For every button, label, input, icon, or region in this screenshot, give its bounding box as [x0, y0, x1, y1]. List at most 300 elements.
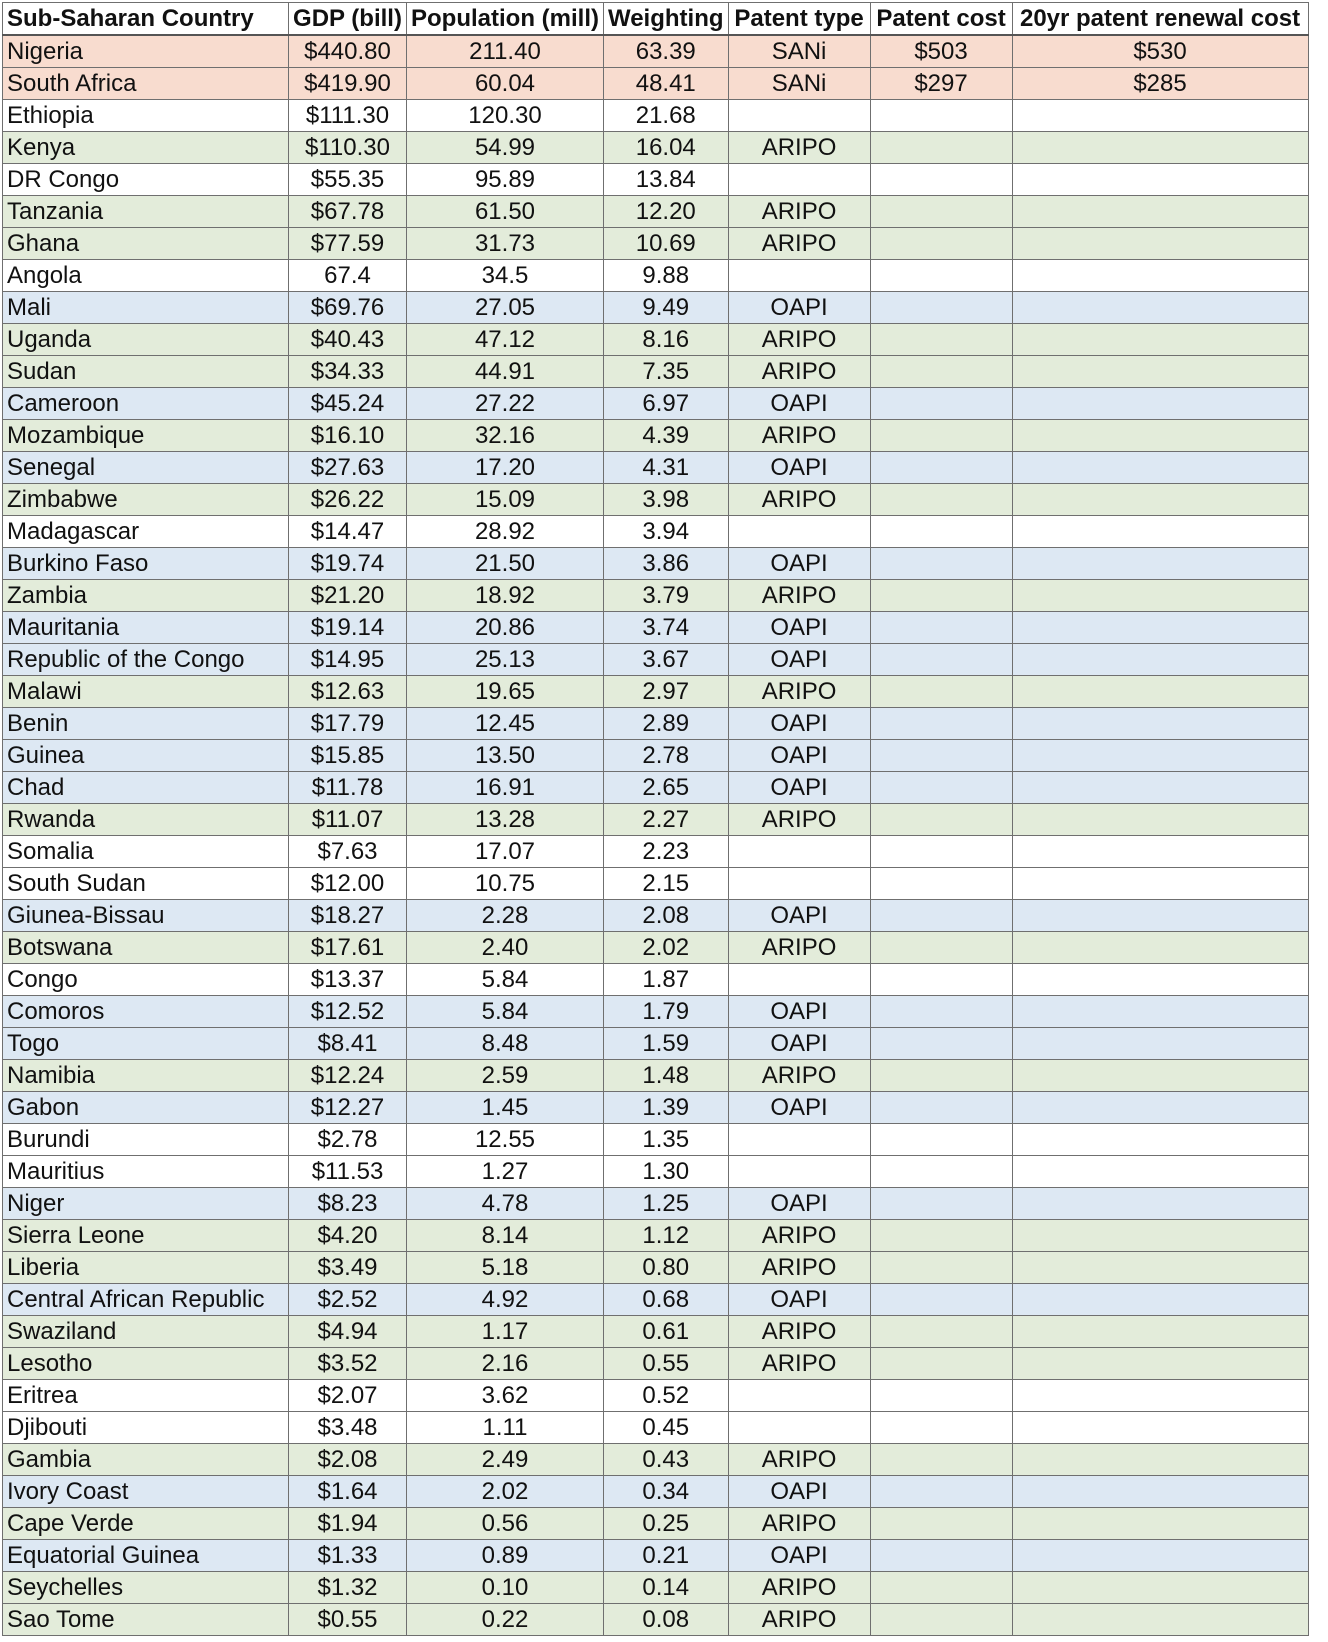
cell-patent-type[interactable]: SANi	[728, 68, 870, 100]
cell-patent-cost[interactable]	[870, 580, 1012, 612]
cell-patent-type[interactable]: ARIPO	[728, 1348, 870, 1380]
cell-renewal-cost[interactable]	[1012, 612, 1308, 644]
cell-country[interactable]: Madagascar	[3, 516, 289, 548]
cell-weighting[interactable]: 3.94	[603, 516, 728, 548]
cell-country[interactable]: Sao Tome	[3, 1604, 289, 1636]
cell-weighting[interactable]: 2.27	[603, 804, 728, 836]
cell-weighting[interactable]: 0.52	[603, 1380, 728, 1412]
cell-country[interactable]: Angola	[3, 260, 289, 292]
cell-gdp[interactable]: $1.64	[289, 1476, 407, 1508]
cell-patent-type[interactable]: OAPI	[728, 708, 870, 740]
cell-gdp[interactable]: $17.61	[289, 932, 407, 964]
cell-renewal-cost[interactable]	[1012, 1124, 1308, 1156]
cell-weighting[interactable]: 0.68	[603, 1284, 728, 1316]
cell-gdp[interactable]: $40.43	[289, 324, 407, 356]
cell-renewal-cost[interactable]	[1012, 676, 1308, 708]
cell-country[interactable]: Ivory Coast	[3, 1476, 289, 1508]
cell-patent-cost[interactable]	[870, 196, 1012, 228]
cell-patent-type[interactable]	[728, 260, 870, 292]
cell-country[interactable]: South Africa	[3, 68, 289, 100]
cell-country[interactable]: Giunea-Bissau	[3, 900, 289, 932]
cell-patent-type[interactable]: OAPI	[728, 1188, 870, 1220]
cell-country[interactable]: Namibia	[3, 1060, 289, 1092]
cell-patent-cost[interactable]	[870, 1540, 1012, 1572]
cell-weighting[interactable]: 4.31	[603, 452, 728, 484]
cell-patent-type[interactable]: ARIPO	[728, 356, 870, 388]
cell-gdp[interactable]: $12.27	[289, 1092, 407, 1124]
cell-population[interactable]: 15.09	[407, 484, 604, 516]
cell-gdp[interactable]: $419.90	[289, 68, 407, 100]
header-country[interactable]: Sub-Saharan Country	[3, 3, 289, 36]
cell-gdp[interactable]: $12.52	[289, 996, 407, 1028]
cell-patent-cost[interactable]	[870, 612, 1012, 644]
cell-population[interactable]: 12.55	[407, 1124, 604, 1156]
cell-weighting[interactable]: 7.35	[603, 356, 728, 388]
cell-gdp[interactable]: $0.55	[289, 1604, 407, 1636]
cell-patent-cost[interactable]	[870, 292, 1012, 324]
cell-patent-cost[interactable]	[870, 1188, 1012, 1220]
cell-patent-cost[interactable]	[870, 1252, 1012, 1284]
cell-population[interactable]: 13.28	[407, 804, 604, 836]
cell-gdp[interactable]: $77.59	[289, 228, 407, 260]
cell-country[interactable]: Zimbabwe	[3, 484, 289, 516]
cell-country[interactable]: Cameroon	[3, 388, 289, 420]
header-population[interactable]: Population (mill)	[407, 3, 604, 36]
cell-gdp[interactable]: $2.07	[289, 1380, 407, 1412]
cell-country[interactable]: Djibouti	[3, 1412, 289, 1444]
cell-country[interactable]: Cape Verde	[3, 1508, 289, 1540]
cell-population[interactable]: 32.16	[407, 420, 604, 452]
cell-renewal-cost[interactable]	[1012, 1380, 1308, 1412]
cell-patent-type[interactable]: ARIPO	[728, 932, 870, 964]
cell-patent-type[interactable]: ARIPO	[728, 580, 870, 612]
cell-patent-cost[interactable]	[870, 228, 1012, 260]
cell-patent-cost[interactable]	[870, 996, 1012, 1028]
cell-gdp[interactable]: $8.41	[289, 1028, 407, 1060]
cell-country[interactable]: Seychelles	[3, 1572, 289, 1604]
header-patent-cost[interactable]: Patent cost	[870, 3, 1012, 36]
cell-patent-cost[interactable]	[870, 1220, 1012, 1252]
header-patent-type[interactable]: Patent type	[728, 3, 870, 36]
cell-gdp[interactable]: $19.74	[289, 548, 407, 580]
cell-renewal-cost[interactable]	[1012, 1444, 1308, 1476]
cell-patent-cost[interactable]	[870, 804, 1012, 836]
cell-weighting[interactable]: 21.68	[603, 100, 728, 132]
cell-patent-cost[interactable]	[870, 1028, 1012, 1060]
cell-weighting[interactable]: 9.88	[603, 260, 728, 292]
cell-renewal-cost[interactable]	[1012, 260, 1308, 292]
cell-country[interactable]: Mauritania	[3, 612, 289, 644]
cell-renewal-cost[interactable]	[1012, 1316, 1308, 1348]
cell-gdp[interactable]: $3.48	[289, 1412, 407, 1444]
cell-country[interactable]: Guinea	[3, 740, 289, 772]
cell-gdp[interactable]: $69.76	[289, 292, 407, 324]
cell-patent-cost[interactable]	[870, 1572, 1012, 1604]
cell-country[interactable]: Uganda	[3, 324, 289, 356]
cell-weighting[interactable]: 0.80	[603, 1252, 728, 1284]
cell-population[interactable]: 211.40	[407, 35, 604, 68]
header-weighting[interactable]: Weighting	[603, 3, 728, 36]
cell-patent-cost[interactable]	[870, 836, 1012, 868]
cell-gdp[interactable]: $67.78	[289, 196, 407, 228]
cell-patent-type[interactable]	[728, 164, 870, 196]
cell-patent-cost[interactable]	[870, 964, 1012, 996]
cell-population[interactable]: 21.50	[407, 548, 604, 580]
cell-gdp[interactable]: $111.30	[289, 100, 407, 132]
cell-country[interactable]: DR Congo	[3, 164, 289, 196]
cell-population[interactable]: 16.91	[407, 772, 604, 804]
cell-patent-cost[interactable]	[870, 452, 1012, 484]
cell-weighting[interactable]: 3.86	[603, 548, 728, 580]
cell-weighting[interactable]: 10.69	[603, 228, 728, 260]
cell-renewal-cost[interactable]	[1012, 100, 1308, 132]
cell-country[interactable]: Gambia	[3, 1444, 289, 1476]
cell-weighting[interactable]: 13.84	[603, 164, 728, 196]
cell-country[interactable]: Sierra Leone	[3, 1220, 289, 1252]
cell-country[interactable]: Eritrea	[3, 1380, 289, 1412]
cell-patent-cost[interactable]: $503	[870, 35, 1012, 68]
cell-patent-cost[interactable]	[870, 676, 1012, 708]
cell-country[interactable]: Kenya	[3, 132, 289, 164]
cell-population[interactable]: 0.22	[407, 1604, 604, 1636]
cell-renewal-cost[interactable]	[1012, 1476, 1308, 1508]
cell-population[interactable]: 1.17	[407, 1316, 604, 1348]
cell-renewal-cost[interactable]	[1012, 164, 1308, 196]
cell-weighting[interactable]: 1.12	[603, 1220, 728, 1252]
cell-gdp[interactable]: $1.94	[289, 1508, 407, 1540]
cell-gdp[interactable]: $11.78	[289, 772, 407, 804]
cell-patent-type[interactable]	[728, 1124, 870, 1156]
cell-renewal-cost[interactable]	[1012, 132, 1308, 164]
cell-patent-type[interactable]: ARIPO	[728, 1220, 870, 1252]
cell-patent-type[interactable]: OAPI	[728, 772, 870, 804]
cell-weighting[interactable]: 1.39	[603, 1092, 728, 1124]
cell-renewal-cost[interactable]	[1012, 1252, 1308, 1284]
cell-country[interactable]: Equatorial Guinea	[3, 1540, 289, 1572]
cell-population[interactable]: 20.86	[407, 612, 604, 644]
cell-patent-cost[interactable]	[870, 740, 1012, 772]
cell-population[interactable]: 1.27	[407, 1156, 604, 1188]
cell-gdp[interactable]: $12.24	[289, 1060, 407, 1092]
cell-gdp[interactable]: $11.53	[289, 1156, 407, 1188]
cell-gdp[interactable]: $15.85	[289, 740, 407, 772]
cell-patent-cost[interactable]	[870, 1604, 1012, 1636]
cell-weighting[interactable]: 63.39	[603, 35, 728, 68]
cell-renewal-cost[interactable]	[1012, 708, 1308, 740]
cell-population[interactable]: 2.49	[407, 1444, 604, 1476]
cell-patent-cost[interactable]	[870, 900, 1012, 932]
cell-weighting[interactable]: 1.59	[603, 1028, 728, 1060]
cell-population[interactable]: 2.40	[407, 932, 604, 964]
cell-country[interactable]: Togo	[3, 1028, 289, 1060]
cell-weighting[interactable]: 1.30	[603, 1156, 728, 1188]
cell-patent-cost[interactable]	[870, 644, 1012, 676]
cell-renewal-cost[interactable]: $285	[1012, 68, 1308, 100]
cell-patent-cost[interactable]	[870, 420, 1012, 452]
cell-population[interactable]: 27.05	[407, 292, 604, 324]
cell-gdp[interactable]: $13.37	[289, 964, 407, 996]
cell-country[interactable]: Sudan	[3, 356, 289, 388]
cell-weighting[interactable]: 0.08	[603, 1604, 728, 1636]
cell-patent-cost[interactable]	[870, 100, 1012, 132]
cell-patent-cost[interactable]	[870, 772, 1012, 804]
cell-country[interactable]: Burundi	[3, 1124, 289, 1156]
cell-weighting[interactable]: 2.23	[603, 836, 728, 868]
cell-renewal-cost[interactable]	[1012, 452, 1308, 484]
cell-patent-cost[interactable]	[870, 1316, 1012, 1348]
cell-gdp[interactable]: $14.95	[289, 644, 407, 676]
cell-patent-type[interactable]: ARIPO	[728, 228, 870, 260]
cell-renewal-cost[interactable]	[1012, 580, 1308, 612]
cell-population[interactable]: 8.14	[407, 1220, 604, 1252]
cell-renewal-cost[interactable]	[1012, 1572, 1308, 1604]
cell-patent-cost[interactable]	[870, 1156, 1012, 1188]
cell-population[interactable]: 8.48	[407, 1028, 604, 1060]
cell-population[interactable]: 27.22	[407, 388, 604, 420]
cell-population[interactable]: 25.13	[407, 644, 604, 676]
cell-gdp[interactable]: $8.23	[289, 1188, 407, 1220]
cell-weighting[interactable]: 2.08	[603, 900, 728, 932]
cell-weighting[interactable]: 3.67	[603, 644, 728, 676]
cell-patent-cost[interactable]	[870, 356, 1012, 388]
cell-population[interactable]: 28.92	[407, 516, 604, 548]
cell-renewal-cost[interactable]	[1012, 932, 1308, 964]
cell-weighting[interactable]: 48.41	[603, 68, 728, 100]
cell-gdp[interactable]: $12.63	[289, 676, 407, 708]
cell-population[interactable]: 5.18	[407, 1252, 604, 1284]
cell-gdp[interactable]: $2.08	[289, 1444, 407, 1476]
cell-gdp[interactable]: $11.07	[289, 804, 407, 836]
cell-weighting[interactable]: 1.48	[603, 1060, 728, 1092]
cell-patent-type[interactable]: OAPI	[728, 996, 870, 1028]
cell-weighting[interactable]: 3.74	[603, 612, 728, 644]
cell-patent-type[interactable]: OAPI	[728, 1092, 870, 1124]
cell-gdp[interactable]: $21.20	[289, 580, 407, 612]
cell-weighting[interactable]: 1.35	[603, 1124, 728, 1156]
cell-renewal-cost[interactable]	[1012, 1028, 1308, 1060]
cell-gdp[interactable]: $45.24	[289, 388, 407, 420]
cell-renewal-cost[interactable]	[1012, 644, 1308, 676]
cell-weighting[interactable]: 2.15	[603, 868, 728, 900]
cell-population[interactable]: 44.91	[407, 356, 604, 388]
cell-gdp[interactable]: $55.35	[289, 164, 407, 196]
cell-renewal-cost[interactable]	[1012, 1348, 1308, 1380]
cell-country[interactable]: Somalia	[3, 836, 289, 868]
cell-population[interactable]: 10.75	[407, 868, 604, 900]
cell-weighting[interactable]: 0.43	[603, 1444, 728, 1476]
cell-patent-type[interactable]	[728, 1412, 870, 1444]
cell-country[interactable]: Rwanda	[3, 804, 289, 836]
cell-renewal-cost[interactable]	[1012, 228, 1308, 260]
cell-weighting[interactable]: 3.79	[603, 580, 728, 612]
cell-patent-cost[interactable]	[870, 932, 1012, 964]
cell-country[interactable]: Republic of the Congo	[3, 644, 289, 676]
cell-renewal-cost[interactable]	[1012, 548, 1308, 580]
cell-patent-type[interactable]: OAPI	[728, 292, 870, 324]
cell-patent-cost[interactable]	[870, 1412, 1012, 1444]
cell-patent-cost[interactable]: $297	[870, 68, 1012, 100]
cell-patent-type[interactable]	[728, 964, 870, 996]
cell-country[interactable]: Niger	[3, 1188, 289, 1220]
cell-renewal-cost[interactable]	[1012, 900, 1308, 932]
cell-country[interactable]: Senegal	[3, 452, 289, 484]
cell-population[interactable]: 2.02	[407, 1476, 604, 1508]
cell-patent-type[interactable]	[728, 516, 870, 548]
cell-patent-type[interactable]: OAPI	[728, 388, 870, 420]
cell-gdp[interactable]: $34.33	[289, 356, 407, 388]
cell-gdp[interactable]: $7.63	[289, 836, 407, 868]
cell-patent-type[interactable]	[728, 100, 870, 132]
cell-gdp[interactable]: $26.22	[289, 484, 407, 516]
cell-patent-cost[interactable]	[870, 388, 1012, 420]
cell-country[interactable]: Comoros	[3, 996, 289, 1028]
cell-population[interactable]: 0.10	[407, 1572, 604, 1604]
cell-renewal-cost[interactable]	[1012, 516, 1308, 548]
cell-country[interactable]: Botswana	[3, 932, 289, 964]
cell-renewal-cost[interactable]	[1012, 772, 1308, 804]
cell-weighting[interactable]: 0.61	[603, 1316, 728, 1348]
cell-population[interactable]: 4.92	[407, 1284, 604, 1316]
cell-gdp[interactable]: $4.94	[289, 1316, 407, 1348]
cell-population[interactable]: 0.56	[407, 1508, 604, 1540]
cell-weighting[interactable]: 3.98	[603, 484, 728, 516]
cell-patent-type[interactable]: ARIPO	[728, 420, 870, 452]
cell-country[interactable]: Mali	[3, 292, 289, 324]
cell-patent-cost[interactable]	[870, 1476, 1012, 1508]
cell-renewal-cost[interactable]	[1012, 1604, 1308, 1636]
cell-patent-type[interactable]	[728, 836, 870, 868]
cell-population[interactable]: 19.65	[407, 676, 604, 708]
cell-gdp[interactable]: $2.52	[289, 1284, 407, 1316]
cell-patent-type[interactable]: OAPI	[728, 740, 870, 772]
cell-renewal-cost[interactable]	[1012, 964, 1308, 996]
cell-renewal-cost[interactable]	[1012, 1508, 1308, 1540]
cell-patent-type[interactable]: SANi	[728, 35, 870, 68]
cell-population[interactable]: 1.11	[407, 1412, 604, 1444]
cell-population[interactable]: 34.5	[407, 260, 604, 292]
cell-patent-cost[interactable]	[870, 1380, 1012, 1412]
cell-renewal-cost[interactable]: $530	[1012, 35, 1308, 68]
cell-population[interactable]: 5.84	[407, 996, 604, 1028]
cell-renewal-cost[interactable]	[1012, 356, 1308, 388]
cell-weighting[interactable]: 2.89	[603, 708, 728, 740]
cell-country[interactable]: Nigeria	[3, 35, 289, 68]
cell-weighting[interactable]: 4.39	[603, 420, 728, 452]
cell-patent-type[interactable]: OAPI	[728, 1284, 870, 1316]
cell-renewal-cost[interactable]	[1012, 1220, 1308, 1252]
cell-patent-type[interactable]: ARIPO	[728, 804, 870, 836]
cell-weighting[interactable]: 2.78	[603, 740, 728, 772]
cell-patent-cost[interactable]	[870, 1124, 1012, 1156]
header-renewal-cost[interactable]: 20yr patent renewal cost	[1012, 3, 1308, 36]
cell-patent-cost[interactable]	[870, 1508, 1012, 1540]
cell-renewal-cost[interactable]	[1012, 1412, 1308, 1444]
cell-population[interactable]: 4.78	[407, 1188, 604, 1220]
cell-gdp[interactable]: $1.33	[289, 1540, 407, 1572]
cell-population[interactable]: 18.92	[407, 580, 604, 612]
cell-renewal-cost[interactable]	[1012, 1092, 1308, 1124]
cell-gdp[interactable]: $16.10	[289, 420, 407, 452]
cell-patent-cost[interactable]	[870, 708, 1012, 740]
cell-renewal-cost[interactable]	[1012, 996, 1308, 1028]
cell-patent-type[interactable]: ARIPO	[728, 1508, 870, 1540]
cell-gdp[interactable]: $18.27	[289, 900, 407, 932]
cell-weighting[interactable]: 9.49	[603, 292, 728, 324]
cell-renewal-cost[interactable]	[1012, 324, 1308, 356]
cell-population[interactable]: 54.99	[407, 132, 604, 164]
cell-weighting[interactable]: 1.25	[603, 1188, 728, 1220]
cell-renewal-cost[interactable]	[1012, 420, 1308, 452]
cell-country[interactable]: Chad	[3, 772, 289, 804]
cell-population[interactable]: 0.89	[407, 1540, 604, 1572]
cell-gdp[interactable]: 67.4	[289, 260, 407, 292]
cell-patent-type[interactable]: OAPI	[728, 1028, 870, 1060]
cell-weighting[interactable]: 0.45	[603, 1412, 728, 1444]
cell-country[interactable]: Zambia	[3, 580, 289, 612]
cell-patent-type[interactable]: ARIPO	[728, 1060, 870, 1092]
cell-patent-type[interactable]	[728, 1380, 870, 1412]
cell-gdp[interactable]: $12.00	[289, 868, 407, 900]
cell-patent-cost[interactable]	[870, 548, 1012, 580]
cell-patent-type[interactable]: ARIPO	[728, 132, 870, 164]
cell-patent-type[interactable]: ARIPO	[728, 1316, 870, 1348]
cell-renewal-cost[interactable]	[1012, 484, 1308, 516]
cell-weighting[interactable]: 2.65	[603, 772, 728, 804]
cell-renewal-cost[interactable]	[1012, 1188, 1308, 1220]
cell-patent-type[interactable]: ARIPO	[728, 1252, 870, 1284]
cell-renewal-cost[interactable]	[1012, 292, 1308, 324]
cell-population[interactable]: 2.16	[407, 1348, 604, 1380]
cell-gdp[interactable]: $14.47	[289, 516, 407, 548]
cell-patent-type[interactable]: OAPI	[728, 900, 870, 932]
cell-renewal-cost[interactable]	[1012, 1156, 1308, 1188]
cell-population[interactable]: 12.45	[407, 708, 604, 740]
cell-population[interactable]: 2.28	[407, 900, 604, 932]
cell-population[interactable]: 47.12	[407, 324, 604, 356]
cell-gdp[interactable]: $110.30	[289, 132, 407, 164]
cell-population[interactable]: 17.20	[407, 452, 604, 484]
cell-patent-type[interactable]: OAPI	[728, 1476, 870, 1508]
cell-population[interactable]: 1.45	[407, 1092, 604, 1124]
cell-country[interactable]: Tanzania	[3, 196, 289, 228]
cell-patent-cost[interactable]	[870, 260, 1012, 292]
cell-gdp[interactable]: $1.32	[289, 1572, 407, 1604]
cell-renewal-cost[interactable]	[1012, 1540, 1308, 1572]
cell-patent-type[interactable]: ARIPO	[728, 1572, 870, 1604]
cell-country[interactable]: Gabon	[3, 1092, 289, 1124]
cell-country[interactable]: Benin	[3, 708, 289, 740]
cell-patent-type[interactable]: ARIPO	[728, 324, 870, 356]
cell-country[interactable]: Mauritius	[3, 1156, 289, 1188]
cell-population[interactable]: 3.62	[407, 1380, 604, 1412]
cell-patent-type[interactable]: ARIPO	[728, 196, 870, 228]
cell-renewal-cost[interactable]	[1012, 1284, 1308, 1316]
cell-gdp[interactable]: $3.52	[289, 1348, 407, 1380]
cell-population[interactable]: 31.73	[407, 228, 604, 260]
cell-patent-type[interactable]: OAPI	[728, 452, 870, 484]
cell-population[interactable]: 120.30	[407, 100, 604, 132]
cell-gdp[interactable]: $2.78	[289, 1124, 407, 1156]
cell-weighting[interactable]: 0.21	[603, 1540, 728, 1572]
cell-population[interactable]: 5.84	[407, 964, 604, 996]
cell-renewal-cost[interactable]	[1012, 836, 1308, 868]
cell-country[interactable]: Congo	[3, 964, 289, 996]
cell-country[interactable]: Mozambique	[3, 420, 289, 452]
cell-renewal-cost[interactable]	[1012, 868, 1308, 900]
cell-population[interactable]: 2.59	[407, 1060, 604, 1092]
cell-patent-cost[interactable]	[870, 1348, 1012, 1380]
cell-renewal-cost[interactable]	[1012, 1060, 1308, 1092]
